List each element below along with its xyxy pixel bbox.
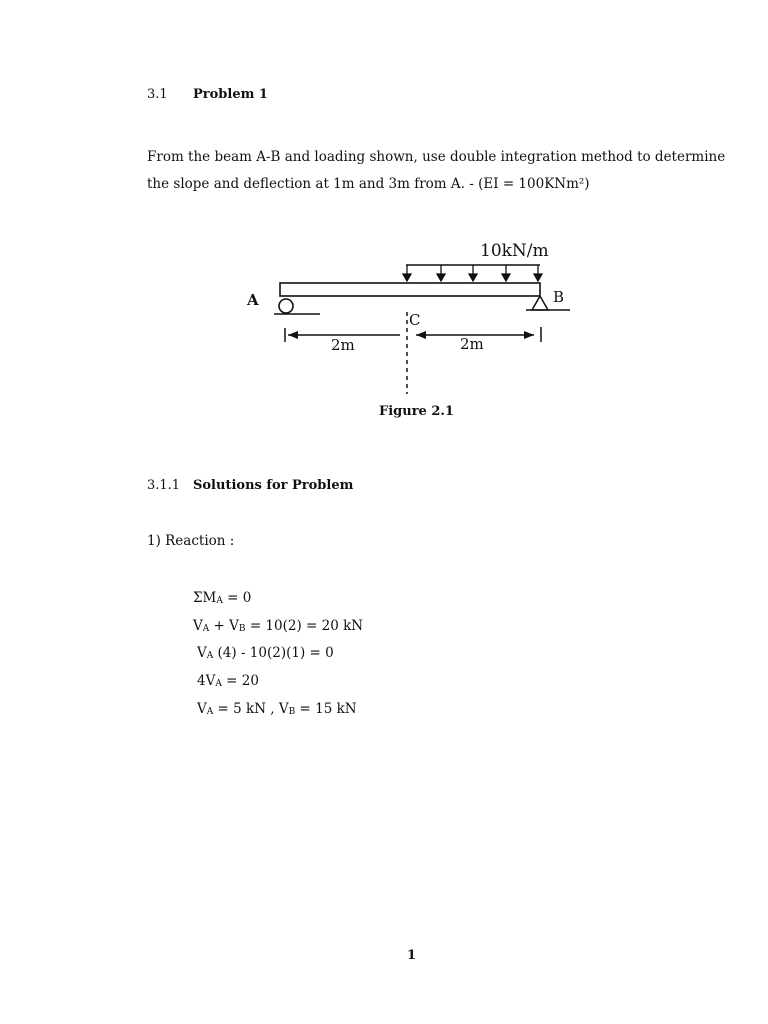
equation-4: $4V_A = 20$ — [197, 673, 259, 689]
load-label: 10kN/m — [480, 241, 549, 261]
load-arrows — [403, 265, 542, 281]
page-number: 1 — [407, 948, 417, 963]
dim-arrow-right-start — [416, 331, 426, 339]
roller-support — [279, 299, 293, 313]
equation-5: $V_A = 5$ kN , $V_B = 15$ kN — [197, 701, 357, 717]
label-a: A — [247, 291, 259, 309]
label-c: C — [409, 311, 421, 329]
dim-arrow-right-end — [524, 331, 534, 339]
beam — [280, 283, 540, 296]
intro-line-1: From the beam A-B and loading shown, use double integration method to determine — [147, 149, 726, 165]
section-number: 3.1 — [147, 87, 168, 102]
equation-3: $V_A$ (4) - 10(2)(1) = 0 — [197, 645, 334, 661]
equation-1: $\Sigma M_A = 0$ — [193, 590, 252, 606]
beam-diagram — [230, 232, 590, 394]
pin-support — [532, 296, 548, 310]
step-label: 1) Reaction : — [147, 533, 235, 549]
section-title: Problem 1 — [193, 87, 268, 102]
subsection-number: 3.1.1 — [147, 478, 181, 493]
subsection-title: Solutions for Problem — [193, 478, 354, 493]
equation-2: $V_A + V_B = 10(2) = 20$ kN — [193, 618, 364, 634]
dim-arrow-left — [288, 331, 298, 339]
beam-figure — [230, 232, 590, 394]
dim-label-left: 2m — [331, 336, 355, 354]
dim-label-right: 2m — [460, 335, 484, 353]
intro-line-2: the slope and deflection at 1m and 3m from A. - (EI = 100KNm²) — [147, 176, 590, 192]
figure-caption: Figure 2.1 — [379, 404, 454, 419]
label-b: B — [553, 288, 565, 306]
